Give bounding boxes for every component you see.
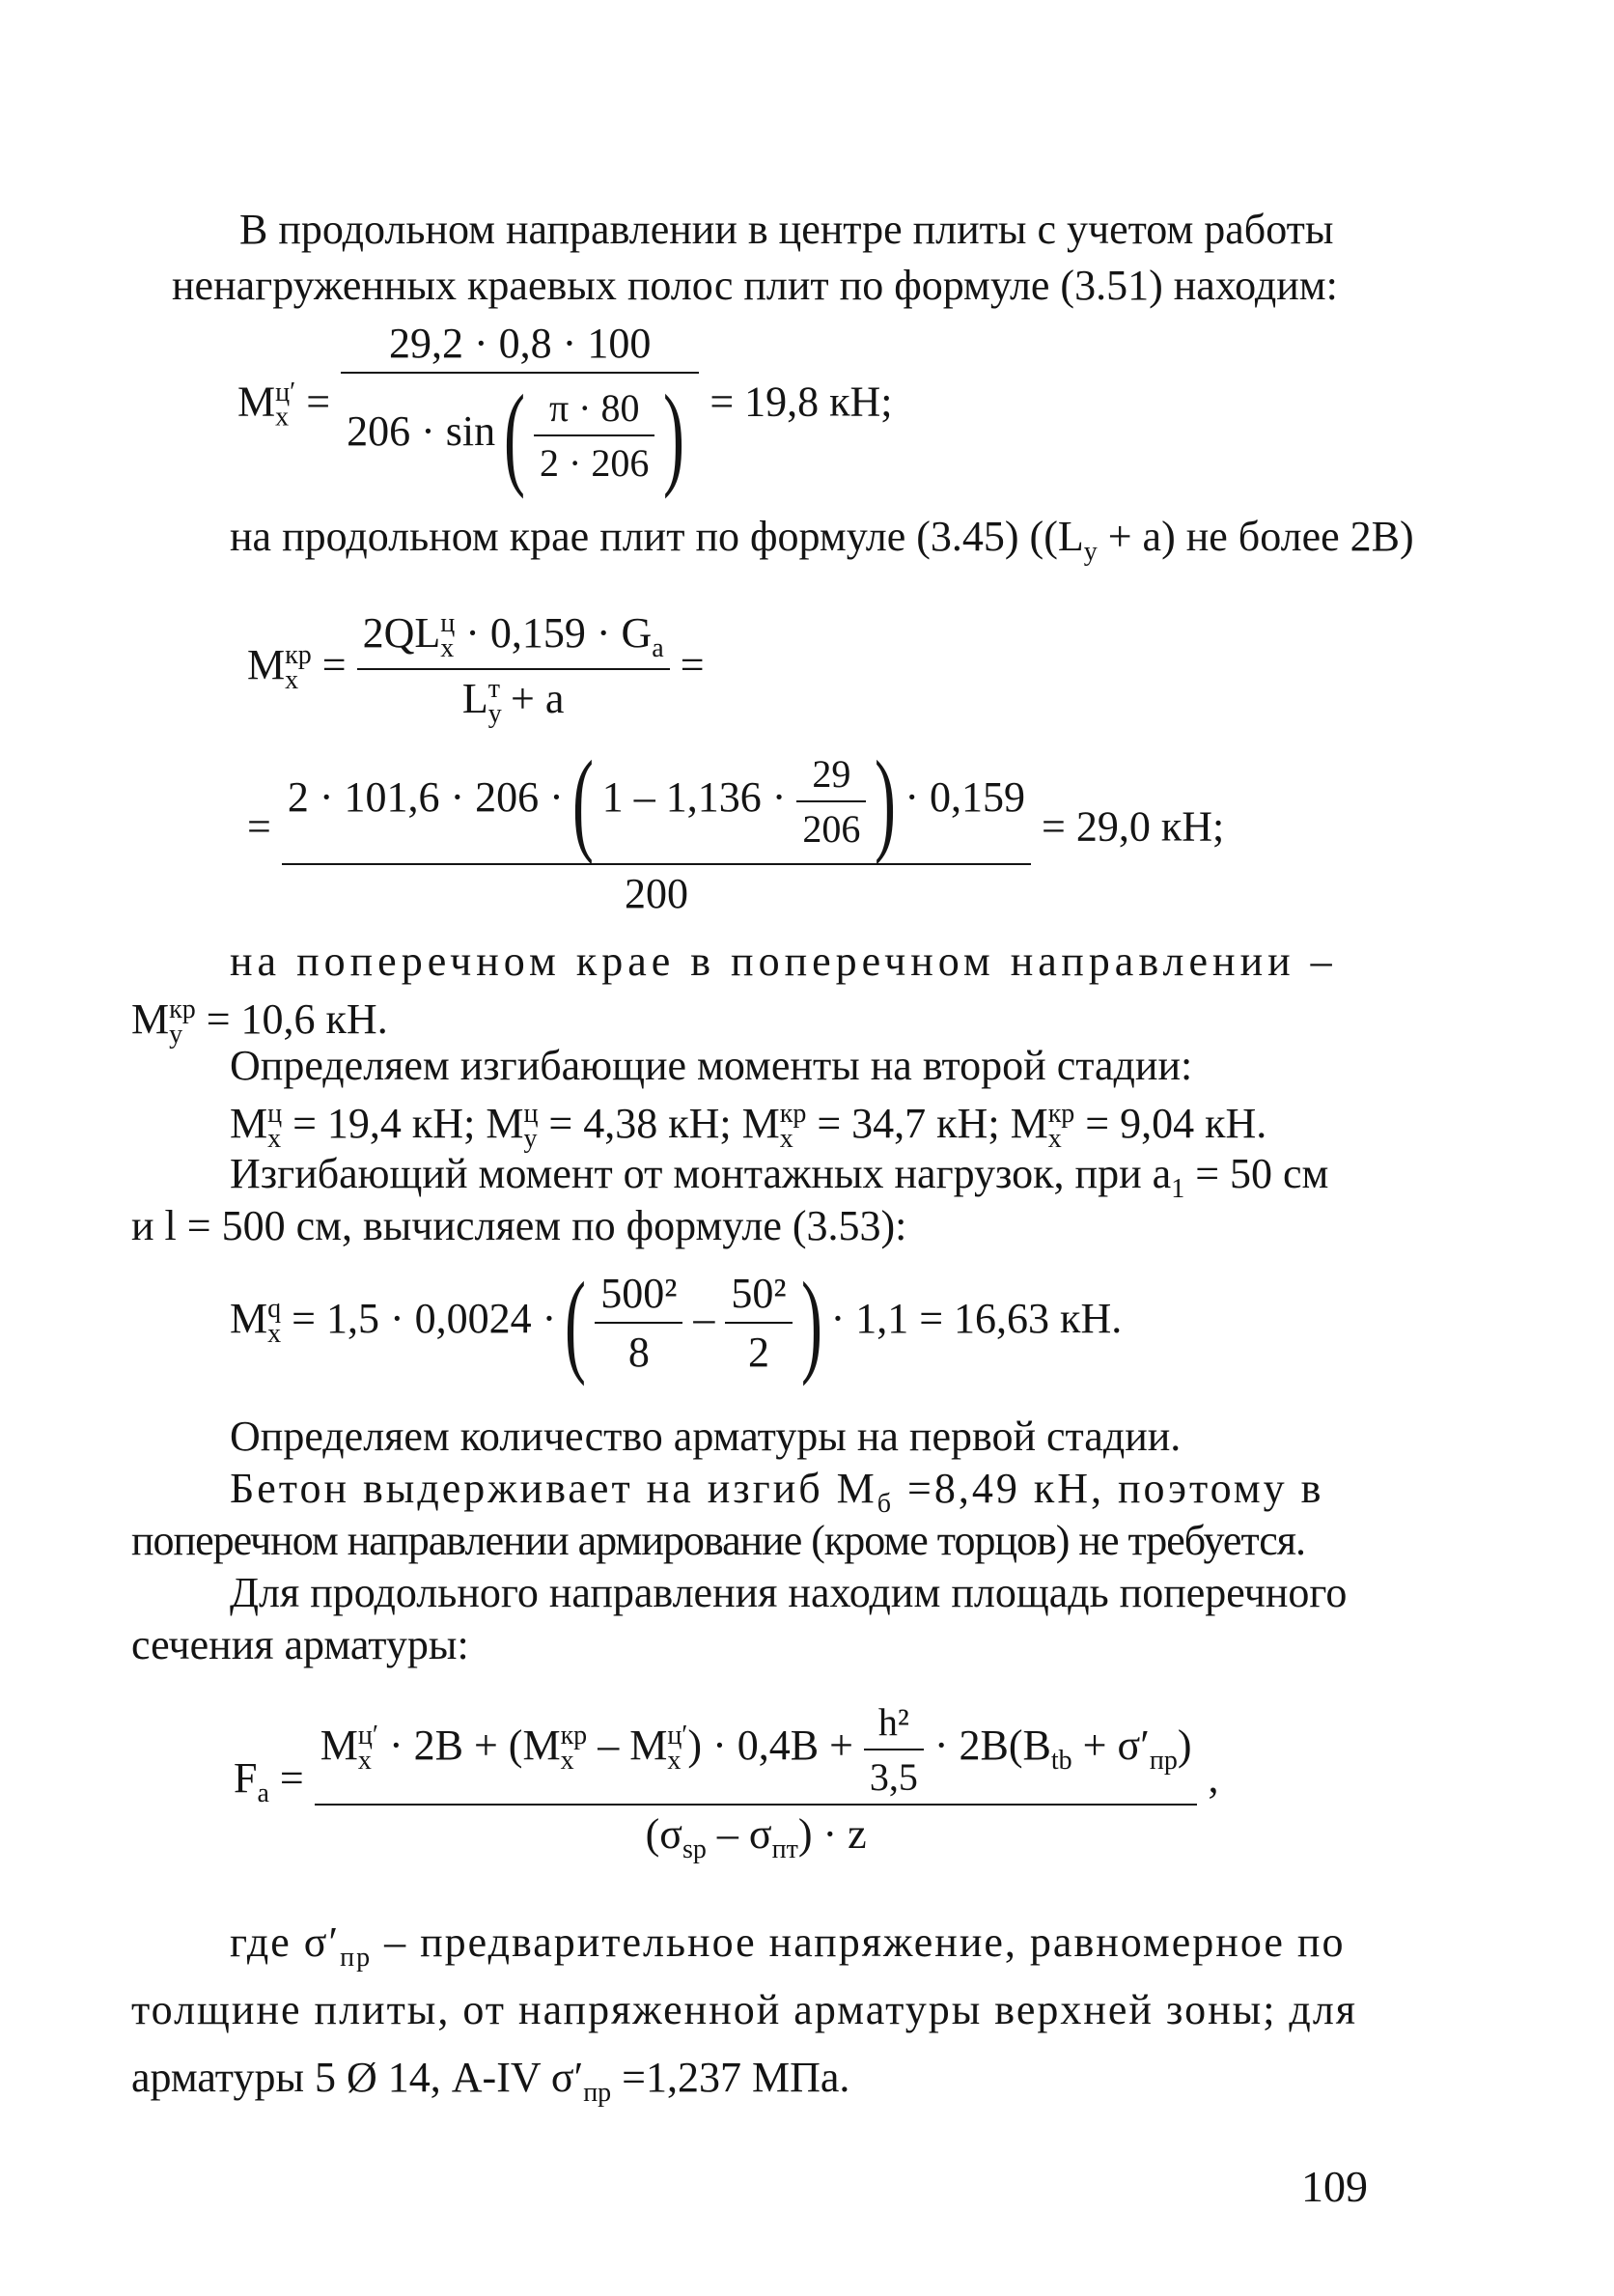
text-line: В продольном направлении в центре плиты с учетом работы <box>239 206 1334 253</box>
text-line: арматуры 5 Ø 14, А-IV $\sigma'_{пр} =1,237$ МПа. <box>131 2054 850 2108</box>
equation-my-edge: $M_y^{кр} = 10,6$ кН. <box>131 994 388 1050</box>
text-line: Для продольного направления находим площадь поперечного <box>230 1569 1348 1616</box>
moments-second-stage: $M_x^ц = 19,4$ кН; $M_y^ц = 4,38$ кН; $M_x^{кр} = 34,7$ кН; $M_x^{кр} = 9,04$ кН. <box>230 1099 1267 1154</box>
text-line: ненагруженных краевых полос плит по формуле (3.51) находим: <box>172 262 1338 309</box>
text-line: где $\sigma'_{пр}$ – предварительное напряжение, равномерное по <box>230 1918 1346 1973</box>
equation-mx-center: $M_x^{ц'}$ = 29,2 · 0,8 · 100 206 · sin( $\frac{\pi \cdot 80}{2 \cdot 206}$ ) = 19,8 кН; <box>237 320 893 499</box>
text-line: поперечном направлении армирование (кроме торцов) не требуется. <box>131 1517 1305 1564</box>
equation-mx-edge-values: = 2 · 101,6 · 206 ·( 1 – 1,136 · $\frac{29}{206}$ ) · 0,159 200 = 29,0 кН; <box>247 737 1225 917</box>
equation-mq: $M_x^q = 1,5 \cdot 0,0024$ ·( $\frac{\text{500²}}{8}$ – $\frac{\text{50²}}{2}$ ) · 1,1 = 16,63 кН. <box>230 1258 1123 1386</box>
equation-mx-edge: $M_x^{кр}$ = $\frac{2QL_x^ц \cdot 0,159 \cdot G_a}{L_y^т + a}$ = <box>247 608 705 729</box>
text-line: Изгибающий момент от монтажных нагрузок, при $a_1 = 50$ см <box>230 1150 1329 1204</box>
equation-fa: $F_a$ = $M_x^{ц'} \cdot 2B + (M_x^{кр} - M_x^{ц'}) \cdot 0,4B$ + $\frac{\text{h²}}{3,5}$ · $2B(B_{tb} + \sigma'_{пр})$ $(\sigma_{sp} - \sigma_{пт}) \cdot z$ , <box>234 1700 1219 1864</box>
text-line: на поперечном крае в поперечном направлении – <box>230 938 1337 985</box>
text-line: Определяем количество арматуры на первой стадии. <box>230 1413 1182 1460</box>
page-number: 109 <box>1301 2162 1368 2211</box>
text-line: сечения арматуры: <box>131 1621 469 1668</box>
text-line: Бетон выдерживает на изгиб $М_б =8,49$ кН, поэтому в <box>230 1465 1324 1519</box>
text-line: и l = 500 см, вычисляем по формуле (3.53): <box>131 1202 907 1249</box>
text-line: на продольном крае плит по формуле (3.45) ($(L_y + a)$ не более 2В) <box>230 513 1414 567</box>
text-line: Определяем изгибающие моменты на второй стадии: <box>230 1042 1193 1089</box>
text-line: толщине плиты, от напряженной арматуры верхней зоны; для <box>131 1986 1358 2033</box>
